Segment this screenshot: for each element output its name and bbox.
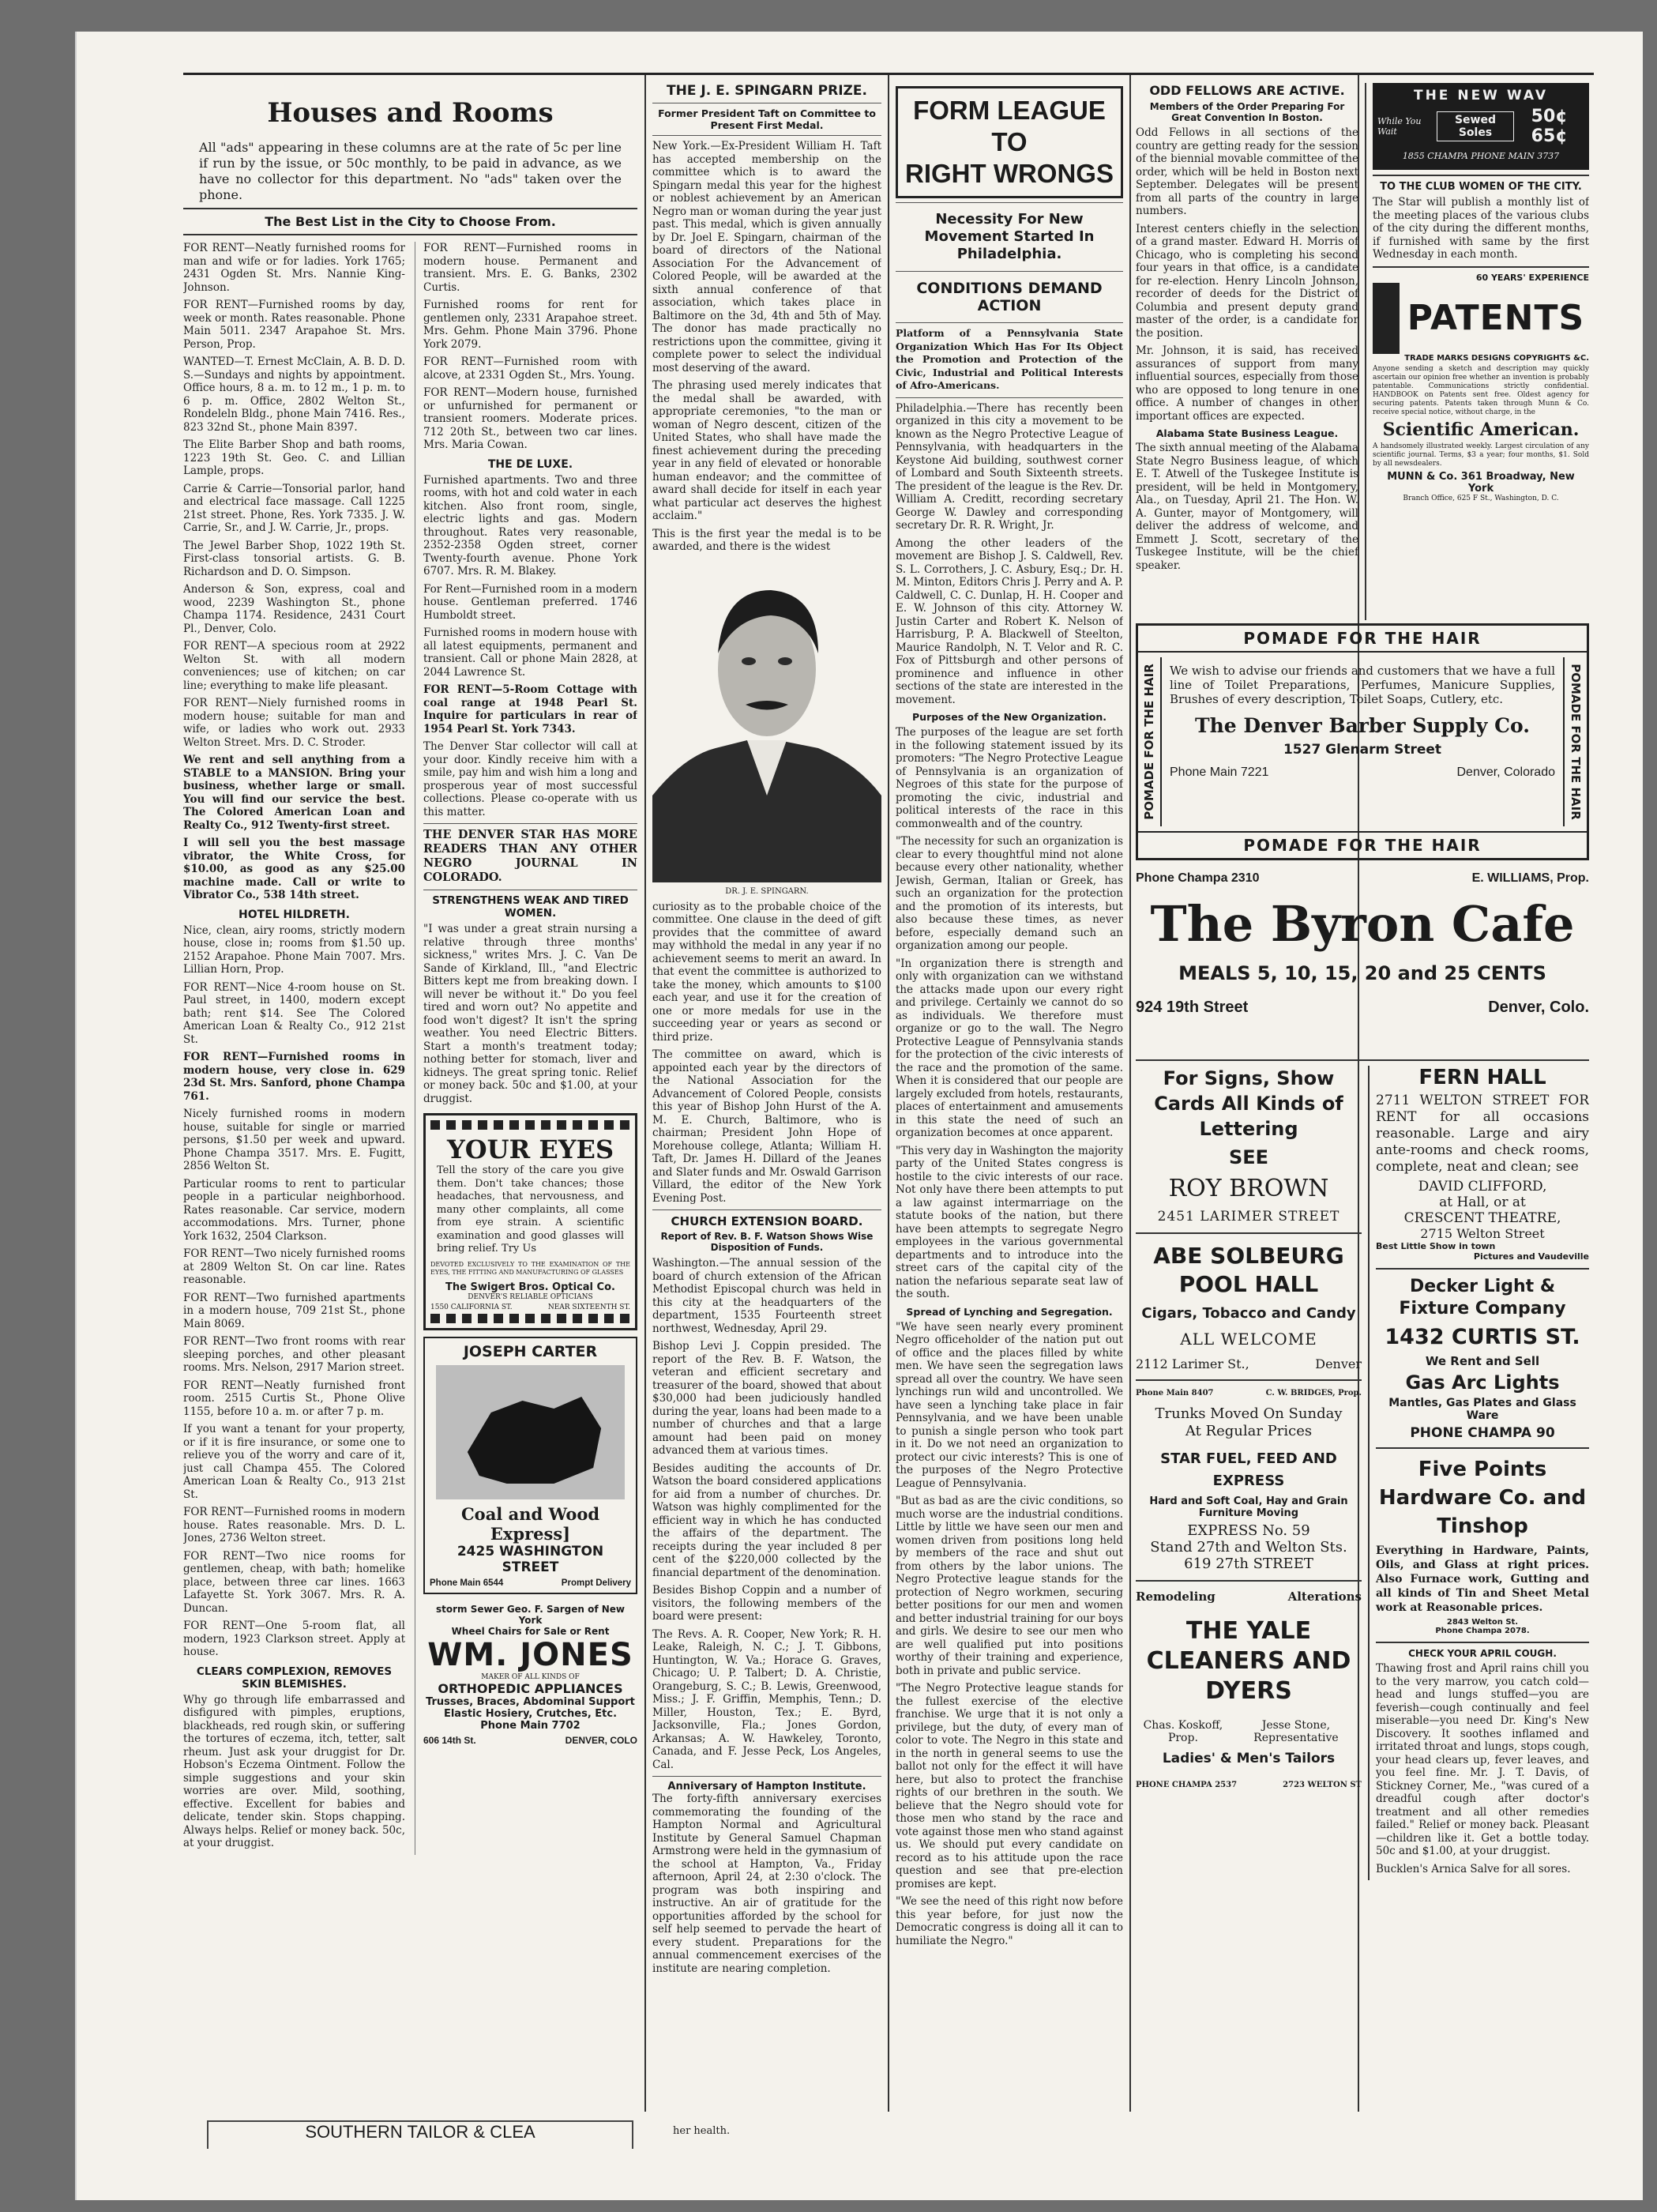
optical-devoted: DEVOTED EXCLUSIVELY TO THE EXAMINATION OF THE EYES, THE FITTING AND MANUFACTURING OF GLASSES — [430, 1260, 630, 1276]
signs-name: ROY BROWN — [1168, 1175, 1329, 1202]
pomade-top: POMADE FOR THE HAIR — [1138, 626, 1587, 653]
league-headline-box — [896, 86, 1123, 198]
odd-fellows-block — [1136, 83, 1358, 620]
five-text: Everything in Hardware, Paints, Oils, and Glass at right prices. Also Furnace work, Gutting and all kinds of Tin and Sheet Metal work at Reasonable prices. — [1376, 1544, 1589, 1614]
pomade-side-left: POMADE FOR THE HAIR — [1142, 664, 1156, 820]
new-wav-bottom: 1855 CHAMPA PHONE MAIN 3737 — [1402, 151, 1560, 161]
lower-ads-right — [1368, 1066, 1589, 1880]
spingarn-portrait — [652, 559, 881, 882]
column-league — [896, 83, 1123, 1952]
classified-ad: FOR RENT—Furnished room with alcove, at 2331 Ogden St., Mrs. Young. — [423, 356, 637, 382]
classified-ad: I will sell you the best massage vibrator, the White Cross, for $10.00, as good as any $25.00 machine made. Call or write to Vibrator Co., 538 14th street. — [183, 837, 405, 901]
decker-mantles: Mantles, Gas Plates and Glass Ware — [1388, 1397, 1576, 1422]
article-text: This is the first year the medal is to be awarded, and there is the widest — [652, 527, 881, 553]
article-text: Besides Bishop Coppin and a number of visitors, the following members of the board were present: — [652, 1584, 881, 1623]
article-text: The purposes of the league are set forth in the following statement issued by its promoters: "The Negro Protective League of Pennsylvania is an organization of Negroes of this state for the purpose of promoting the civic, industrial and political interests of the race in this commonwealth and of the country. — [896, 726, 1123, 830]
jones-items: Trusses, Braces, Abdominal Support Elastic Hosiery, Crutches, Etc. — [426, 1695, 635, 1720]
decker-rent: We Rent and Sell — [1425, 1354, 1540, 1368]
article-deck: Former President Taft on Committee to Present First Medal. — [658, 107, 876, 131]
jones-top: storm Sewer Geo. F. Sargen of New York — [436, 1603, 625, 1626]
carter-line: Coal and Wood Express] — [460, 1503, 600, 1544]
byron-title: The Byron Cafe — [1150, 895, 1575, 953]
article-subhead: Purposes of the New Organization. — [912, 711, 1107, 723]
article-title: ODD FELLOWS ARE ACTIVE. — [1149, 83, 1345, 98]
article-text: New York.—Ex-President William H. Taft has accepted membership on the committee which is to award the Spingarn medal this year for the highest or noblest achievement by an American Negro man or woman during the year just past. This medal, which is given annually by Dr. Joel E. Spingarn, chairman of the board of directors of the National Association For the Advancement of Colored People, will be awarded at the sixth annual conference of that association, which takes place in Baltimore on the 3d, 4th and 5th of May. The donor has made practically no restrictions upon the committee, giving it complete power to select the individual most deserving of the award. — [652, 140, 881, 374]
article-text: The Star will publish a monthly list of the meeting places of the various clubs of the city during the different months, if furnished with same by the first Wednesday in each month. — [1373, 196, 1589, 261]
bottom-ad-fragment: SOUTHERN TAILOR & CLEA — [207, 2120, 633, 2149]
classified-ad: Nicely furnished rooms in modern house, suitable for single or married persons, $1.50 per week and upward. Phone Champa 3517. Mrs. E. Fugitt, 2856 Welton St. — [183, 1108, 405, 1172]
classified-subcolumn — [183, 242, 405, 1855]
patents-title: PATENTS — [1407, 298, 1585, 338]
column-classifieds — [183, 83, 637, 1855]
cough-ad — [1376, 1643, 1589, 1875]
article-text: The phrasing used merely indicates that the medal shall be awarded, with appropriate ceremonies, "to the man or woman of Negro descent, citizen of the United States, who shall have made the finest achievement during the preceding year in any field of elevated or honorable human endeavor; and the committee of award shall decide for itself in each year what particular act deserves the highest acclaim." — [652, 379, 881, 522]
yale-title: THE YALE CLEANERS AND DYERS — [1146, 1617, 1351, 1705]
classified-ad: FOR RENT—Furnished rooms by day, week or month. Rates reasonable. Phone Main 5011. 2347 Arapahoe St. Mrs. Person, Prop. — [183, 299, 405, 351]
patents-text: Anyone sending a sketch and description may quickly ascertain our opinion free whether an invention is probably patentable. Communications strictly confidential. HANDBOOK on Patents sent free. Oldest agency for securing patents. Patents taken through Munn & Co. receive special notice, without charge, in the — [1373, 364, 1589, 416]
fern-hall-ad — [1376, 1066, 1589, 1270]
classified-ad: WANTED—T. Ernest McClain, A. B. D. D. S.—Sundays and nights by appointment. Office hours, 8 a. m. to 12 m., 1 p. m. to 6 p. m. Office, 2802 Welton St., Rondeleln Bldg., phone Main 7416. Res., 823 32nd St., phone Main 8397. — [183, 356, 405, 434]
patents-ad — [1373, 273, 1589, 502]
yale-alterations: Alterations — [1287, 1589, 1362, 1604]
classified-ad: Anderson & Son, express, coal and wood, 2239 Washington St., phone Champa 1174. Residence, 2431 Court Pl., Denver, Colo. — [183, 583, 405, 635]
patents-illustration — [1373, 283, 1400, 354]
optical-firm: The Swigert Bros. Optical Co. — [445, 1281, 615, 1293]
article-text: "We have seen nearly every prominent Negro officeholder of the nation put out of office and the places filled by white men. We have seen the segregation laws spread all over the country. We have seen lynchings run wild and uncontrolled. We have seen a lynching take place in fair Pennsylvania, and we have been unable to punish a single person who took part in it. Do we not need an organization to protect our civic interests? This is one of the purposes of the Negro Protective League of Pennsylvania. — [896, 1320, 1123, 1490]
star-phone: Phone Main 8407 — [1136, 1389, 1214, 1398]
jones-top-2: Wheel Chairs for Sale or Rent — [451, 1625, 610, 1637]
section-title: Houses and Rooms — [267, 97, 554, 129]
classified-ad: FOR RENT—Modern house, furnished or unfurnished for permanent or transient roomers. Moderate prices. 712 20th St., between two car lines. Mrs. Maria Cowan. — [423, 386, 637, 451]
classified-ad: FOR RENT—Two nice rooms for gentlemen, cheap, with bath; homelike place, between three car lines. 1663 Lafayette St. York 3067. Mrs. R. A. Duncan. — [183, 1549, 405, 1615]
jones-ad — [423, 1604, 637, 1746]
patents-journal: Scientific American. — [1382, 419, 1580, 440]
classified-ad: If you want a tenant for your property, or if it is fire insurance, or some one to relieve you of the worry and care of it, just call Champa 455. The Colored American Loan & Realty Co., 913 21st St. — [183, 1423, 405, 1501]
bottom-text-fragment: her health. — [673, 2125, 731, 2137]
fern-text: 2711 WELTON STREET FOR RENT for all occasions reasonable. Large and airy ante-rooms and check rooms, complete, neat and clean; see — [1376, 1093, 1589, 1175]
column-rule — [644, 75, 646, 2112]
cough-title: CHECK YOUR APRIL COUGH. — [1408, 1648, 1557, 1659]
club-block — [1365, 83, 1589, 620]
classified-ad: The Jewel Barber Shop, 1022 19th St. First-class tonsorial artists. G. B. Richardson and D. O. Simpson. — [183, 539, 405, 578]
lower-ads-left — [1136, 1066, 1362, 1880]
pool-welcome: ALL WELCOME — [1180, 1330, 1317, 1349]
article-deck: Report of Rev. B. F. Watson Shows Wise Disposition of Funds. — [660, 1231, 874, 1253]
new-wav-left: While You Wait — [1377, 116, 1422, 137]
jones-city: DENVER, COLO — [565, 1734, 637, 1746]
classified-ad: FOR RENT—One 5-room flat, all modern, 1923 Clarkson street. Apply at house. — [183, 1620, 405, 1658]
fern-best: Best Little Show in town — [1376, 1241, 1496, 1251]
classified-ad: FOR RENT—Two front rooms with rear sleeping porches, and other pleasant rooms. Mrs. Nelson, 2917 Marion street. — [183, 1335, 405, 1374]
column-rule — [888, 75, 889, 2112]
article-text: Philadelphia.—There has recently been organized in this city a movement to be known as the Negro Protective League of Pennsylvania, with headquarters in the Keystone Aid building, southwest corner of Lombard and South Sixteenth streets. The president of the league is the Rev. Dr. William A. Creditt, recording secretary George W. Dawley and corresponding secretary Dr. R. R. Wright, Jr. — [896, 401, 1123, 532]
article-text: "I was under a great strain nursing a relative through three months' sickness," writes Mrs. J. C. Van De Sande of Kirkland, Ill., "and Electric Bitters kept me from breaking down. I will never be without it." Do you feel tired and worn out? No appetite and food won't digest? It isn't the spring weather. You need Electric Bitters. Start a month's treatment today; nothing better for stomach, liver and kidneys. The great spring tonic. Relief or money back. 50c and $1.00, at your druggist. — [423, 923, 637, 1105]
coal-illustration — [436, 1365, 625, 1499]
patents-experience: 60 YEARS' EXPERIENCE — [1475, 272, 1589, 283]
article-text: Interest centers chiefly in the selection of a grand master. Edward H. Morris of Chicago, who is completing his second four years in that office, is a candidate for re-election. Henry Lincoln Johnson, recorder of deeds for the District of Columbia and present deputy grand master of the order, is a candidate for the position. — [1136, 222, 1358, 340]
article-deck: Members of the Order Preparing For Great Convention In Boston. — [1149, 101, 1345, 123]
article-title: Alabama State Business League. — [1155, 427, 1339, 439]
classified-ad: FOR RENT—Nice 4-room house on St. Paul street, in 1400, modern except bath; rent $14. See The Colored American Loan & Realty Co., 912 21st St. — [183, 980, 405, 1046]
yale-sub: Ladies' & Men's Tailors — [1162, 1751, 1336, 1766]
fern-at: at Hall, or at — [1439, 1194, 1526, 1210]
pool-title: ABE SOLBEURG POOL HALL — [1153, 1243, 1344, 1297]
jones-address: 606 14th St. — [423, 1734, 476, 1746]
hotel-title: HOTEL HILDRETH. — [239, 908, 350, 921]
decker-gas: Gas Arc Lights — [1405, 1371, 1560, 1394]
classified-ad: Furnished rooms for rent for gentlemen only, 2331 Arapahoe street. Mrs. Gehm. Phone Main 3796. Phone York 2079. — [423, 299, 637, 351]
article-text: Mr. Johnson, it is said, has received assurances of support from many influential sources, especially from those who are opposed to long tenure in one office. A number of changes in other important offices are expected. — [1136, 344, 1358, 423]
barber-city: Denver, Colorado — [1456, 766, 1555, 779]
article-text: The forty-fifth anniversary exercises commemorating the founding of the Hampton Normal and Agricultural Institute by General Samuel Chapman Armstrong were held in the gymnasium of the school at Hampton, Va., Friday afternoon, April 24, at 2:30 o'clock. The program was both inspiring and instructive. An air of gratitude for the opportunities afforded by the school for self help seemed to pervade the heart of every student. Preparations for the annual commencement exercises of the institute are nearing completion. — [652, 1793, 881, 1975]
classified-ad: FOR RENT—Niely furnished rooms in modern house; suitable for man and wife, or ladies who work out. 2933 Welton Street. Mrs. D. C. Stroder. — [183, 697, 405, 749]
decker-address: 1432 CURTIS ST. — [1385, 1325, 1580, 1349]
article-text: Bishop Levi J. Coppin presided. The report of the Rev. B. F. Watson, the veteran and efficient secretary and treasurer of the board, showed that about $30,000 had been judiciously handled during the year, loans had been made to a number of churches and that a large amount had been paid on money advanced them at various times. — [652, 1340, 881, 1457]
pomade-bottom: POMADE FOR THE HAIR — [1138, 831, 1587, 858]
article-text: curiosity as to the probable choice of the committee. One clause in the deed of gift provides that the committee of award may withhold the medal in any year if no achievement seems to merit an award. In that event the committee is authorized to take the money, which amounts to $100 each year, and use it for the creation of one or more medals for use in the succeeding year or years as second or third prize. — [652, 900, 881, 1044]
signs-see: SEE — [1228, 1146, 1269, 1168]
newspaper-page — [183, 73, 1594, 2109]
article-text: "The necessity for such an organization is clear to every thoughtful mind not alone because every other nationality, whether Jewish, German, Italian or Greek, has such an organization for the protection and the promotion of its interests, but also because these times, as never before, especially demand such an organization among our people. — [896, 835, 1123, 952]
classified-ad: FOR RENT—Two nicely furnished rooms at 2809 Welton St. On car line. Rates reasonable. — [183, 1247, 405, 1286]
article-title: CHURCH EXTENSION BOARD. — [671, 1214, 863, 1228]
article-text: The Revs. A. R. Cooper, New York; R. H. Leake, Raleigh, N. C.; J. T. Gibbons, Huntington, W. Va.; Horace G. Graves, Chicago; U. P. Talbert; D. A. Christie, Orangeburg, S. C.; B. Lewis, Greenwood, Miss.; J. F. Griffin, Memphis, Tenn.; D. Miller, Houston, Tex.; E. Byrd, Jacksonville, Fla.; Jones Gordon, Arkansas; A. W. Hawkeley, Toronto, Canada, and F. Jesse Peck, Los Angeles, Cal. — [652, 1627, 881, 1771]
classified-ad: We rent and sell anything from a STABLE to a MANSION. Bring your business, whether large or small. You will find our service the best. The Colored American Loan and Realty Co., 912 Twenty-first street. — [183, 754, 405, 832]
classified-ad: FOR RENT—5-Room Cottage with coal range at 1948 Pearl St. Inquire for particulars in rear of 1954 Pearl St. York 7343. — [423, 683, 637, 735]
fern-theatre: CRESCENT THEATRE, — [1403, 1210, 1561, 1226]
yale-phone: PHONE CHAMPA 2537 — [1136, 1781, 1238, 1789]
article-subhead: Spread of Lynching and Segregation. — [906, 1305, 1113, 1318]
pool-hall-ad — [1136, 1234, 1362, 1381]
byron-meals: MEALS 5, 10, 15, 20 and 25 CENTS — [1178, 962, 1546, 984]
headline: RIGHT WRONGS — [905, 159, 1114, 188]
five-phone: Phone Champa 2078. — [1435, 1627, 1530, 1635]
pool-city: Denver — [1315, 1356, 1362, 1371]
classified-ad: The Elite Barber Shop and bath rooms, 1223 19th St. Geo. C. and Lillian Lample, props. — [183, 438, 405, 477]
star-prop: C. W. BRIDGES, Prop. — [1265, 1389, 1362, 1398]
classified-ad: FOR RENT—A specious room at 2922 Welton St. with all modern conveniences; use of kitchen; on car line; everything to make life pleasant. — [183, 640, 405, 692]
classified-ad: Particular rooms to rent to particular people in a particular neighborhood. Rates reasonable. Car service, modern accommodations. Mrs. Turner, phone York 1632, 2504 Clarkson. — [183, 1177, 405, 1243]
column-rule — [1129, 75, 1131, 2112]
byron-phone: Phone Champa 2310 — [1136, 871, 1260, 885]
star-express-no: EXPRESS No. 59 — [1187, 1522, 1310, 1539]
jones-maker: MAKER OF ALL KINDS OF — [481, 1672, 580, 1681]
new-wav-mid: Sewed Soles — [1437, 111, 1515, 141]
new-wav-title: THE NEW WAV — [1413, 88, 1548, 103]
fern-address: 2715 Welton Street — [1420, 1226, 1545, 1241]
carter-phone: Phone Main 6544 — [430, 1578, 504, 1588]
article-title: Anniversary of Hampton Institute. — [667, 1781, 866, 1793]
byron-city: Denver, Colo. — [1488, 999, 1589, 1016]
classified-ad: FOR RENT—Furnished rooms in modern house. Rates reasonable. Mrs. D. L. Jones, 2736 Welton street. — [183, 1506, 405, 1544]
column-ads-right — [1136, 83, 1589, 1880]
decker-title: Decker Light & Fixture Company — [1399, 1277, 1566, 1319]
byron-cafe-ad — [1136, 871, 1589, 1061]
article-title: CLEARS COMPLEXION, REMOVES SKIN BLEMISHES. — [196, 1665, 393, 1691]
star-sub: Hard and Soft Coal, Hay and Grain Furniture Moving — [1149, 1495, 1348, 1519]
classified-ad: FOR RENT—Furnished rooms in modern house, very close in. 629 23d St. Mrs. Sanford, phone Champa 761. — [183, 1051, 405, 1103]
star-address: 619 27th STREET — [1184, 1556, 1313, 1572]
article-text: "The Negro Protective league stands for the fullest exercise of the elective franchise. We urge that it is not only a privilege, but the duty, of every man of color to vote. The Negro in this state and in the north in general seems to use the ballot not only for the effect it will have here, but also to protect the franchise rights of our brethren in the south. We believe that the Negro should vote for those men who stand by the race and vote against those men who stand against us. We should put every candidate on record as to his attitude upon the race question and see that pre-election promises are kept. — [896, 1682, 1123, 1890]
column-spingarn — [652, 83, 881, 1980]
article-text: "But as bad as are the civic conditions, so much worse are the industrial conditions. Little by little we have seen our men and women driven from positions long held by members of the race and shut out from others by the labor unions. The Negro Protective league stands for the protection of Negro workmen, securing better positions for our men and women and better industrial training for our boys and girls. We desire to see our men who are well qualified put into positions worthy of their training and experience, both in private and public service. — [896, 1495, 1123, 1677]
new-wav-ad — [1373, 83, 1589, 170]
jones-sub: ORTHOPEDIC APPLIANCES — [438, 1680, 623, 1696]
headline-deck: Necessity For New Movement Started In Philadelphia. — [924, 211, 1095, 262]
fern-title: FERN HALL — [1418, 1066, 1546, 1089]
fern-name: DAVID CLIFFORD, — [1418, 1179, 1547, 1194]
byron-address: 924 19th Street — [1136, 999, 1249, 1016]
classified-ad: Furnished rooms in modern house with all latest equipments, permanent and transient. Call or phone Main 2828, at 2044 Lawrence St. — [423, 626, 637, 679]
article-title: TO THE CLUB WOMEN OF THE CITY. — [1380, 181, 1582, 193]
star-title: STAR FUEL, FEED AND EXPRESS — [1160, 1450, 1337, 1489]
optical-ad — [423, 1113, 637, 1330]
article-title: THE J. E. SPINGARN PRIZE. — [667, 83, 867, 99]
yale-prop: Chas. Koskoff, Prop. — [1143, 1719, 1223, 1744]
classified-ad: FOR RENT—Furnished rooms in modern house. Permanent and transient. Mrs. E. G. Banks, 2302 Curtis. — [423, 242, 637, 294]
carter-ad — [423, 1337, 637, 1594]
signs-title: For Signs, Show Cards All Kinds of Lettering — [1154, 1067, 1343, 1140]
article-text: Why go through life embarrassed and disfigured with pimples, eruptions, blackheads, red rough skin, or suffering the tortures of eczema, itch, tetter, salt rheum. Just ask your druggist for Dr. Hobson's Eczema Ointment. Follow the simple suggestions and your skin worries are over. Mild, soothing, effective. Excellent for babies and delicate, tender skin. Stops chapping. Always helps. Relief or money back. 50c, at your druggist. — [183, 1693, 405, 1849]
yale-address: 2723 WELTON ST — [1283, 1781, 1362, 1789]
barber-name: The Denver Barber Supply Co. — [1195, 714, 1530, 737]
carter-prompt: Prompt Delivery — [561, 1578, 631, 1588]
yale-rep: Jesse Stone, Representative — [1253, 1719, 1339, 1744]
article-text: "We see the need of this right now before this year before, for just now the Democratic congress is doing all it can to humiliate the Negro." — [896, 1895, 1123, 1947]
hotel-text: Nice, clean, airy rooms, strictly modern house, close in; rooms from $1.50 up. 2152 Arapahoe. Phone Main 7007. Mrs. Lillian Horn, Prop. — [183, 924, 405, 976]
barber-address: 1527 Glenarm Street — [1283, 742, 1442, 758]
headline: FORM LEAGUE TO — [913, 96, 1106, 156]
patents-sub: TRADE MARKS DESIGNS COPYRIGHTS &C. — [1404, 353, 1589, 363]
byron-prop: E. WILLIAMS, Prop. — [1471, 871, 1589, 885]
classified-ad: Carrie & Carrie—Tonsorial parlor, hand and electrical face massage. Call 1225 21st street. Phone, Res. York 7335. J. W. Carrie, Sr., and J. W. Carrie, Jr., props. — [183, 482, 405, 534]
patents-text-2: A handsomely illustrated weekly. Largest circulation of any scientific journal. Terms, $3 a year; four months, $1. Sold by all newsdealers. — [1373, 442, 1589, 468]
article-text: The sixth annual meeting of the Alabama State Negro Business league, of which E. T. Atwell of the Tuskegee Institute is president, will be held in Montgomery, Ala., on Tuesday, April 21. The Hon. W. A. Gunter, mayor of Montgomery, will deliver the address of welcome, and Emmett J. Scott, secretary of the Tuskegee Institute, will be the chief speaker. — [1136, 442, 1358, 572]
carter-title: JOSEPH CARTER — [463, 1342, 598, 1360]
five-title: Five Points Hardware Co. and Tinshop — [1378, 1458, 1587, 1538]
decker-phone: PHONE CHAMPA 90 — [1410, 1425, 1555, 1441]
optical-address-2: NEAR SIXTEENTH ST. — [547, 1303, 630, 1311]
jones-phone: Phone Main 7702 — [480, 1719, 581, 1732]
readers-notice: THE DENVER STAR HAS MORE READERS THAN ANY OTHER NEGRO JOURNAL IN COLORADO. — [423, 828, 637, 884]
star-fuel-ad — [1136, 1381, 1362, 1582]
jones-title: WM. JONES — [427, 1636, 633, 1673]
pomade-side-right: POMADE FOR THE HAIR — [1569, 664, 1583, 820]
star-trunks: Trunks Moved On Sunday At Regular Prices — [1155, 1405, 1343, 1439]
optical-text: Tell the story of the care you give them. Don't take chances; those headaches, that nervousness, and many other complaints, all come from eye strain. A scientific examination and good glasses will bring relief. Try Us — [437, 1164, 624, 1255]
classified-ad: FOR RENT—Two furnished apartments in a modern house, 709 21st St., phone Main 8069. — [183, 1291, 405, 1330]
signs-address: 2451 LARIMER STREET — [1157, 1209, 1340, 1224]
optical-sub: DENVER'S RELIABLE OPTICIANS — [468, 1292, 593, 1301]
article-text: The committee on award, which is appointed each year by the directors of the National Association for the Advancement of Colored People, consists this year of Bishop John Hurst of the A. M. E. Church, Baltimore, who is chairman; President John Hope of Morehouse college, Atlanta; William H. Taft, Dr. James H. Dillard of the Jeanes and Slater funds and Mr. Oswald Garrison Villard, the editor of the New York Evening Post. — [652, 1048, 881, 1205]
headline-deck: Platform of a Pennsylvania State Organization Which Has For Its Object the Promotion and Protection of the Civic, Industrial and Political Interests of Afro-Americans. — [896, 327, 1123, 391]
star-stand: Stand 27th and Welton Sts. — [1150, 1539, 1347, 1556]
fern-pictures: Pictures and Vaudeville — [1473, 1251, 1589, 1262]
five-address: 2843 Welton St. — [1446, 1618, 1519, 1627]
five-points-ad — [1376, 1449, 1589, 1643]
optical-title: YOUR EYES — [446, 1134, 614, 1164]
cough-arnica: Bucklen's Arnica Salve for all sores. — [1376, 1862, 1571, 1875]
article-title: STRENGTHENS WEAK AND TIRED WOMEN. — [432, 894, 629, 920]
barber-text: We wish to advise our friends and customers that we have a full line of Toilet Preparations, Perfumes, Manicure Supplies, Brushes of every description, Toilet Soaps, Cutlery, etc. — [1170, 664, 1555, 706]
article-text: "In organization there is strength and only with organization can we withstand the attacks made upon our every right and privilege. Certainly we cannot do so as individuals. We therefore must organize or go to the wall. The Negro Protective League of Pennsylvania stands for the protection of the civic interests of the race and the promotion of the same. When it is considered that our people are largely excluded from hotels, restaurants, places of entertainment and amusements in this state the need of such an organization becomes at once apparent. — [896, 957, 1123, 1139]
classified-subcolumn — [415, 242, 637, 1855]
bottom-strip — [183, 2116, 1594, 2147]
yale-cleaners-ad — [1136, 1582, 1362, 1797]
deluxe-title: THE DE LUXE. — [487, 457, 573, 471]
signs-ad — [1136, 1066, 1362, 1234]
article-text: "This very day in Washington the majority party of the United States congress is hostile to the civic interests of our race. Not only have there been attempts to put a law against intermarriage on the statute books of the nation, but there have been attempts to segregate Negro employees in the various governmental departments and to introduce into the street cars of the capital city of the nation the nefarious separate seat law of the south. — [896, 1144, 1123, 1300]
optical-address: 1550 CALIFORNIA ST. — [430, 1303, 513, 1311]
classified-ad: FOR RENT—Neatly furnished rooms for man and wife or for ladies. York 1765; 2431 Ogden St. Mrs. Nannie King-Johnson. — [183, 242, 405, 294]
collector-notice: The Denver Star collector will call at your door. Kindly receive him with a smile, pay him and wish him a long and prosperous year of most successful collections. Please co-operate with us this matter. — [423, 740, 637, 818]
section-intro: All "ads" appearing in these columns are at the rate of 5c per line if run by the issue, or 50c monthly, to be paid in advance, as we have no collector for this department. No "ads" taken over the phone. — [199, 140, 622, 202]
barber-phone: Phone Main 7221 — [1170, 766, 1269, 779]
new-wav-price: 50¢ 65¢ — [1531, 107, 1568, 146]
decker-ad — [1376, 1270, 1589, 1449]
pomade-ad — [1136, 623, 1589, 860]
pool-sub: Cigars, Tobacco and Candy — [1141, 1305, 1356, 1322]
article-text: Washington.—The annual session of the board of church extension of the African Methodist Episcopal church was held in this city at the headquarters of the department, 1535 Fourteenth street northwest, Wednesday, April 29. — [652, 1257, 881, 1335]
article-text: Among the other leaders of the movement are Bishop J. S. Caldwell, Rev. S. L. Corrothers, J. C. Asbury, Esq.; Dr. H. M. Minton, Editors Chris J. Perry and A. P. Caldwell, C. C. Dunlap, H. H. Cooper and E. W. Johnson of this city. Attorney W. Justin Carter and Robert K. Nelson of Harrisburg, P. A. Blackwell of Steelton, Maurice Randolph, N. T. Velor and R. C. Fox of Pittsburgh and other persons of prominence and influence in other sections of the state are interested in the movement. — [896, 536, 1123, 706]
yale-remodeling: Remodeling — [1136, 1589, 1216, 1604]
classified-ad: For Rent—Furnished room in a modern house. Gentleman preferred. 1746 Humboldt street. — [423, 582, 637, 622]
portrait-caption: DR. J. E. SPINGARN. — [725, 886, 809, 896]
carter-address: 2425 WASHINGTON STREET — [457, 1543, 604, 1575]
deluxe-text: Furnished apartments. Two and three rooms, with hot and cold water in each kitchen. Also front room, single, electric lights and gas. Modern throughout. Rates very reasonable, 2352-2358 Ogden street, corner Twenty-fourth avenue. Phone York 6707. Mrs. R. M. Blakey. — [423, 473, 637, 577]
patents-branch: Branch Office, 625 F St., Washington, D. C. — [1403, 494, 1559, 502]
patents-munn: MUNN & Co. 361 Broadway, New York — [1387, 470, 1575, 495]
article-text: Besides auditing the accounts of Dr. Watson the board considered applications for aid from a number of churches. Dr. Watson was highly complimented for the efficient way in which he has conducted the affairs of the department. The receipts during the year included 8 per cent of the $220,000 collected by the financial department of the denomination. — [652, 1462, 881, 1579]
cough-text: Thawing frost and April rains chill you to the very marrow, you catch cold—head and lungs stuffed—you are feverish—cough continually and feel miserable—you need Dr. King's New Discovery. It soothes inflamed and irritated throat and lungs, stops cough, your head clears up, fever leaves, and you feel fine. Mr. J. T. Davis, of Stickney Corner, Me., "was cured of a dreadful cough after doctor's treatment and all other remedies failed." Relief or money back. Pleasant—children like it. Get a bottle today. 50c and $1.00, at your druggist. — [1376, 1662, 1589, 1857]
section-banner: The Best List in the City to Choose From. — [265, 214, 556, 229]
headline-deck: CONDITIONS DEMAND ACTION — [916, 280, 1103, 314]
pool-address: 2112 Larimer St., — [1136, 1356, 1249, 1371]
classified-ad: FOR RENT—Neatly furnished front room. 2515 Curtis St., Phone Olive 1155, before 10 a. m. or after 7 p. m. — [183, 1379, 405, 1418]
article-text: Odd Fellows in all sections of the country are getting ready for the session of the biennial movable committee of the order, which will be held in Boston next September. Delegates will be present from all parts of the country in large numbers. — [1136, 126, 1358, 217]
